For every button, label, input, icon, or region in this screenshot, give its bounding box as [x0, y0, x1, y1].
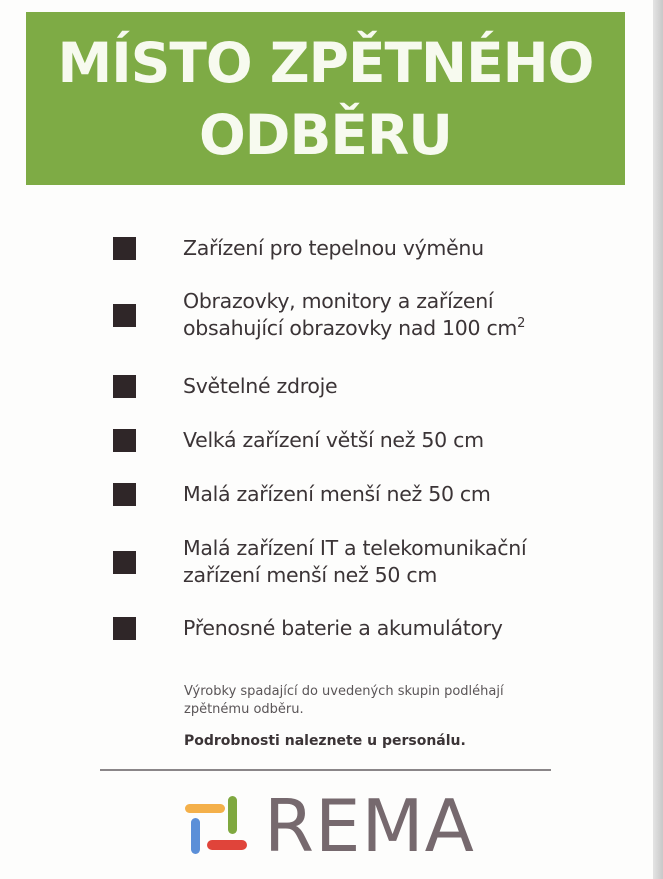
footnote-bold: Podrobnosti naleznete u personálu.: [184, 733, 466, 749]
logo-bar-red: [207, 840, 247, 850]
brand-name: REMA: [264, 784, 475, 868]
square-bullet-icon: [113, 237, 136, 260]
footnote-line-2: zpětnému odběru.: [184, 702, 304, 717]
title-line-1: MÍSTO ZPĚTNÉHO: [57, 30, 594, 95]
list-item: [113, 481, 491, 508]
list-item: [113, 535, 526, 589]
logo-bar-blue: [191, 818, 200, 854]
list-item-text: Přenosné baterie a akumulátory: [183, 616, 503, 640]
list-item-text: Zařízení pro tepelnou výměnu: [183, 236, 484, 260]
square-bullet-icon: [113, 617, 136, 640]
card-edge-shadow: [653, 0, 663, 879]
list-item-text: Světelné zdroje: [183, 374, 338, 398]
footnote-line-1: Výrobky spadající do uvedených skupin podléhají: [184, 684, 504, 699]
list-item: [113, 288, 525, 342]
list-item-text: Obrazovky, monitory a zařízení obsahující obrazovky nad 100 $cm^2$: [183, 289, 526, 340]
list-item: [113, 235, 484, 262]
square-bullet-icon: [113, 429, 136, 452]
logo-bar-orange: [185, 804, 225, 813]
footnote: [184, 683, 564, 719]
list-item-text: Malá zařízení menší než 50 cm: [183, 482, 491, 506]
list-item: [113, 615, 503, 642]
list-item: [113, 427, 484, 454]
logo-bar-green: [228, 796, 237, 834]
square-bullet-icon: [113, 304, 136, 327]
divider: [100, 769, 551, 771]
header-banner: [26, 12, 625, 185]
list-item: [113, 373, 337, 400]
list-item-text: Velká zařízení větší než 50 cm: [183, 428, 484, 452]
square-bullet-icon: [113, 551, 136, 574]
square-bullet-icon: [113, 483, 136, 506]
title-line-2: ODBĚRU: [199, 102, 452, 167]
rema-logo-icon: [183, 796, 263, 860]
list-item-text: Malá zařízení IT a telekomunikační zařízení menší než 50 cm: [183, 536, 527, 587]
square-bullet-icon: [113, 375, 136, 398]
